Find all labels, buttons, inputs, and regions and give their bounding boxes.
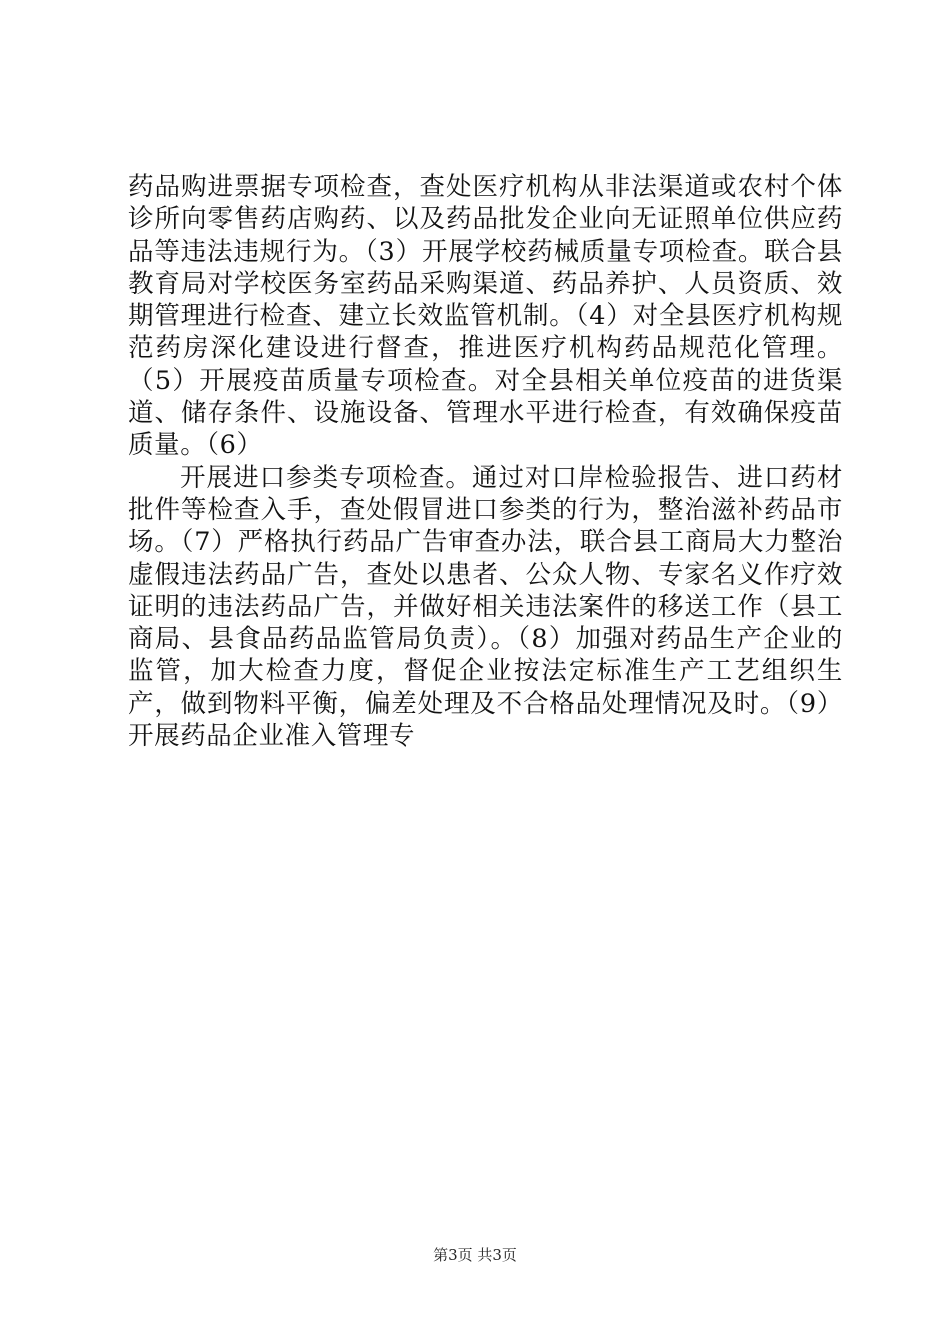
page-footer: 第3页 共3页 bbox=[433, 1246, 517, 1264]
paragraph-2: 开展进口参类专项检查。通过对口岸检验报告、进口药材批件等检查入手，查处假冒进口参类的行为，整治滋补药品市场。（7）严格执行药品广告审查办法，联合县工商局大力整治虚假违法药品广告，查处以患者、公众人物、专家名义作疗效证明的违法药品广告，并做好相关违法案件的移送工作（县工商局、县食品药品监管局负责）。（8）加强对药品生产企业的监管，加大检查力度，督促企业按法定标准生产工艺组织生产，做到物料平衡，偏差处理及不合格品处理情况及时。（9）开展药品企业准入管理专 bbox=[128, 462, 843, 752]
paragraph-1: 药品购进票据专项检查，查处医疗机构从非法渠道或农村个体诊所向零售药店购药、以及药品批发企业向无证照单位供应药品等违法违规行为。（3）开展学校药械质量专项检查。联合县教育局对学校医务室药品采购渠道、药品养护、人员资质、效期管理进行检查、建立长效监管机制。（4）对全县医疗机构规范药房深化建设进行督查，推进医疗机构药品规范化管理。（5）开展疫苗质量专项检查。对全县相关单位疫苗的进货渠道、储存条件、设施设备、管理水平进行检查，有效确保疫苗质量。（6） bbox=[128, 172, 843, 461]
document-body bbox=[128, 171, 843, 752]
